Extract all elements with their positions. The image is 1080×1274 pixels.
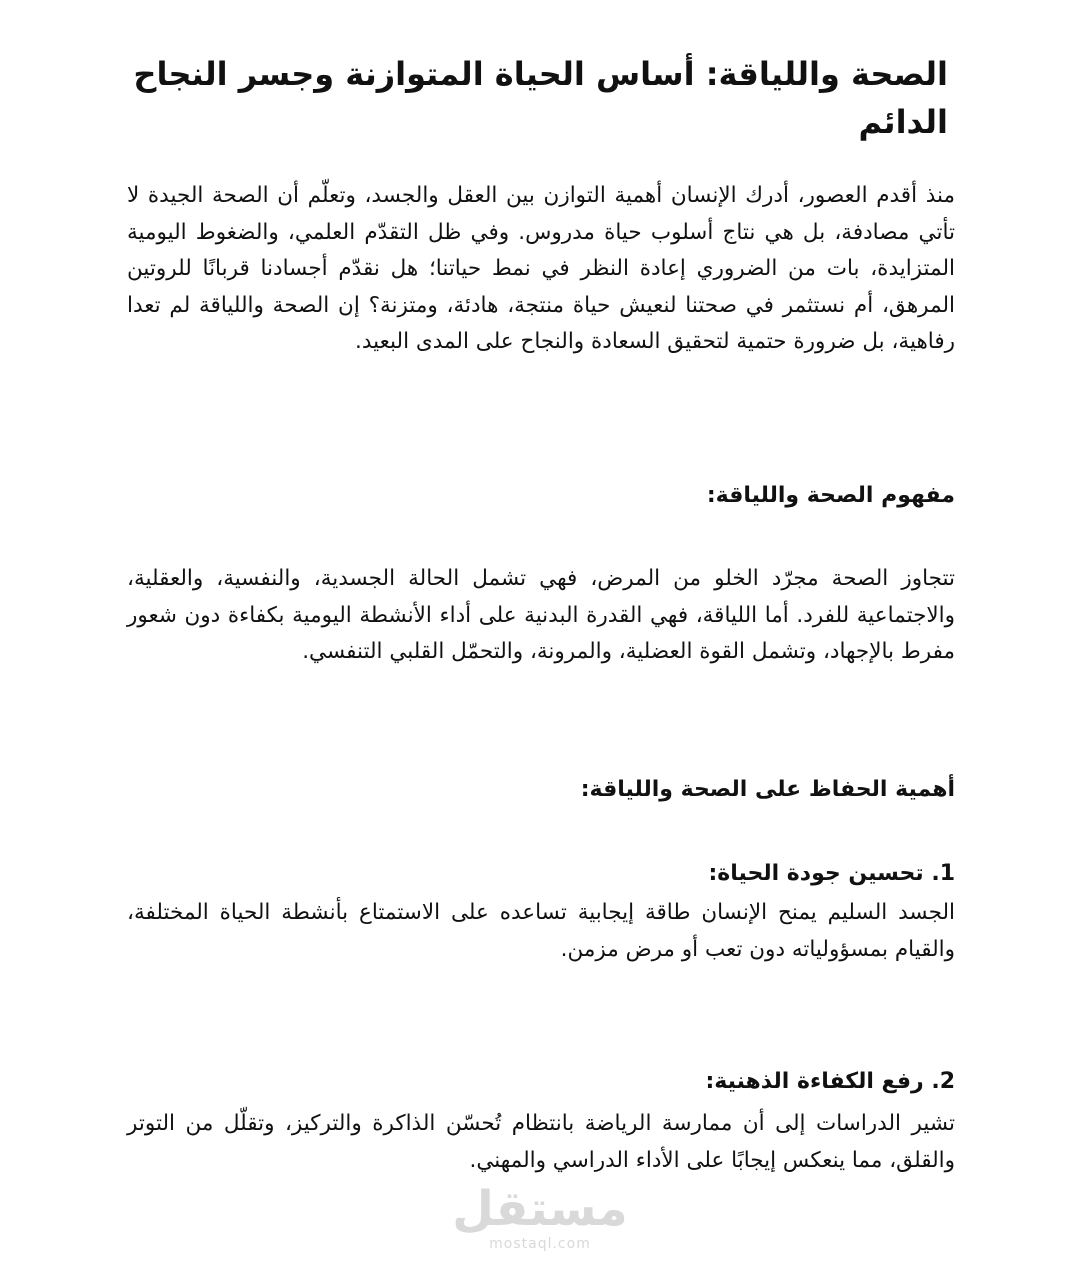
point-heading: 2. رفع الكفاءة الذهنية: — [705, 1069, 955, 1094]
concept-heading: مفهوم الصحة واللياقة: — [706, 483, 955, 508]
point-paragraph: تشير الدراسات إلى أن ممارسة الرياضة بانتظام تُحسّن الذاكرة والتركيز، وتقلّل من التوتر والقلق، مما ينعكس إيجابًا على الأداء الدراسي والمهني. — [127, 1111, 955, 1173]
watermark-logo: مستقل — [452, 1181, 628, 1237]
page-title: الصحة واللياقة: أساس الحياة المتوازنة وجسر النجاح الدائم — [133, 55, 948, 141]
intro-paragraph: منذ أقدم العصور، أدرك الإنسان أهمية التوازن بين العقل والجسد، وتعلّم أن الصحة الجيدة لا تأتي مصادفة، بل هي نتاج أسلوب حياة مدروس. وفي ظل التقدّم العلمي، والضغوط اليومية المتزايدة، بات من الضروري إعادة النظر في نمط حياتنا؛ هل نقدّم أجسادنا قربانًا للروتين المرهق، أم نستثمر في صحتنا لنعيش حياة منتجة، هادئة، ومتزنة؟ إن الصحة واللياقة لم تعدا رفاهية، بل ضرورة حتمية لتحقيق السعادة والنجاح على المدى البعيد. — [127, 183, 955, 354]
watermark — [0, 1182, 1080, 1252]
point-paragraph: الجسد السليم يمنح الإنسان طاقة إيجابية تساعده على الاستمتاع بأنشطة الحياة المختلفة، والقيام بمسؤولياته دون تعب أو مرض مزمن. — [127, 900, 955, 962]
watermark-url: mostaql.com — [489, 1236, 591, 1252]
point-heading: 1. تحسين جودة الحياة: — [708, 861, 955, 886]
concept-paragraph: تتجاوز الصحة مجرّد الخلو من المرض، فهي تشمل الحالة الجسدية، والنفسية، والعقلية، والاجتماعية للفرد. أما اللياقة، فهي القدرة البدنية على أداء الأنشطة اليومية بكفاءة دون شعور مفرط بالإجهاد، وتشمل القوة العضلية، والمرونة، والتحمّل القلبي التنفسي. — [127, 566, 955, 664]
importance-heading: أهمية الحفاظ على الصحة واللياقة: — [580, 777, 955, 802]
